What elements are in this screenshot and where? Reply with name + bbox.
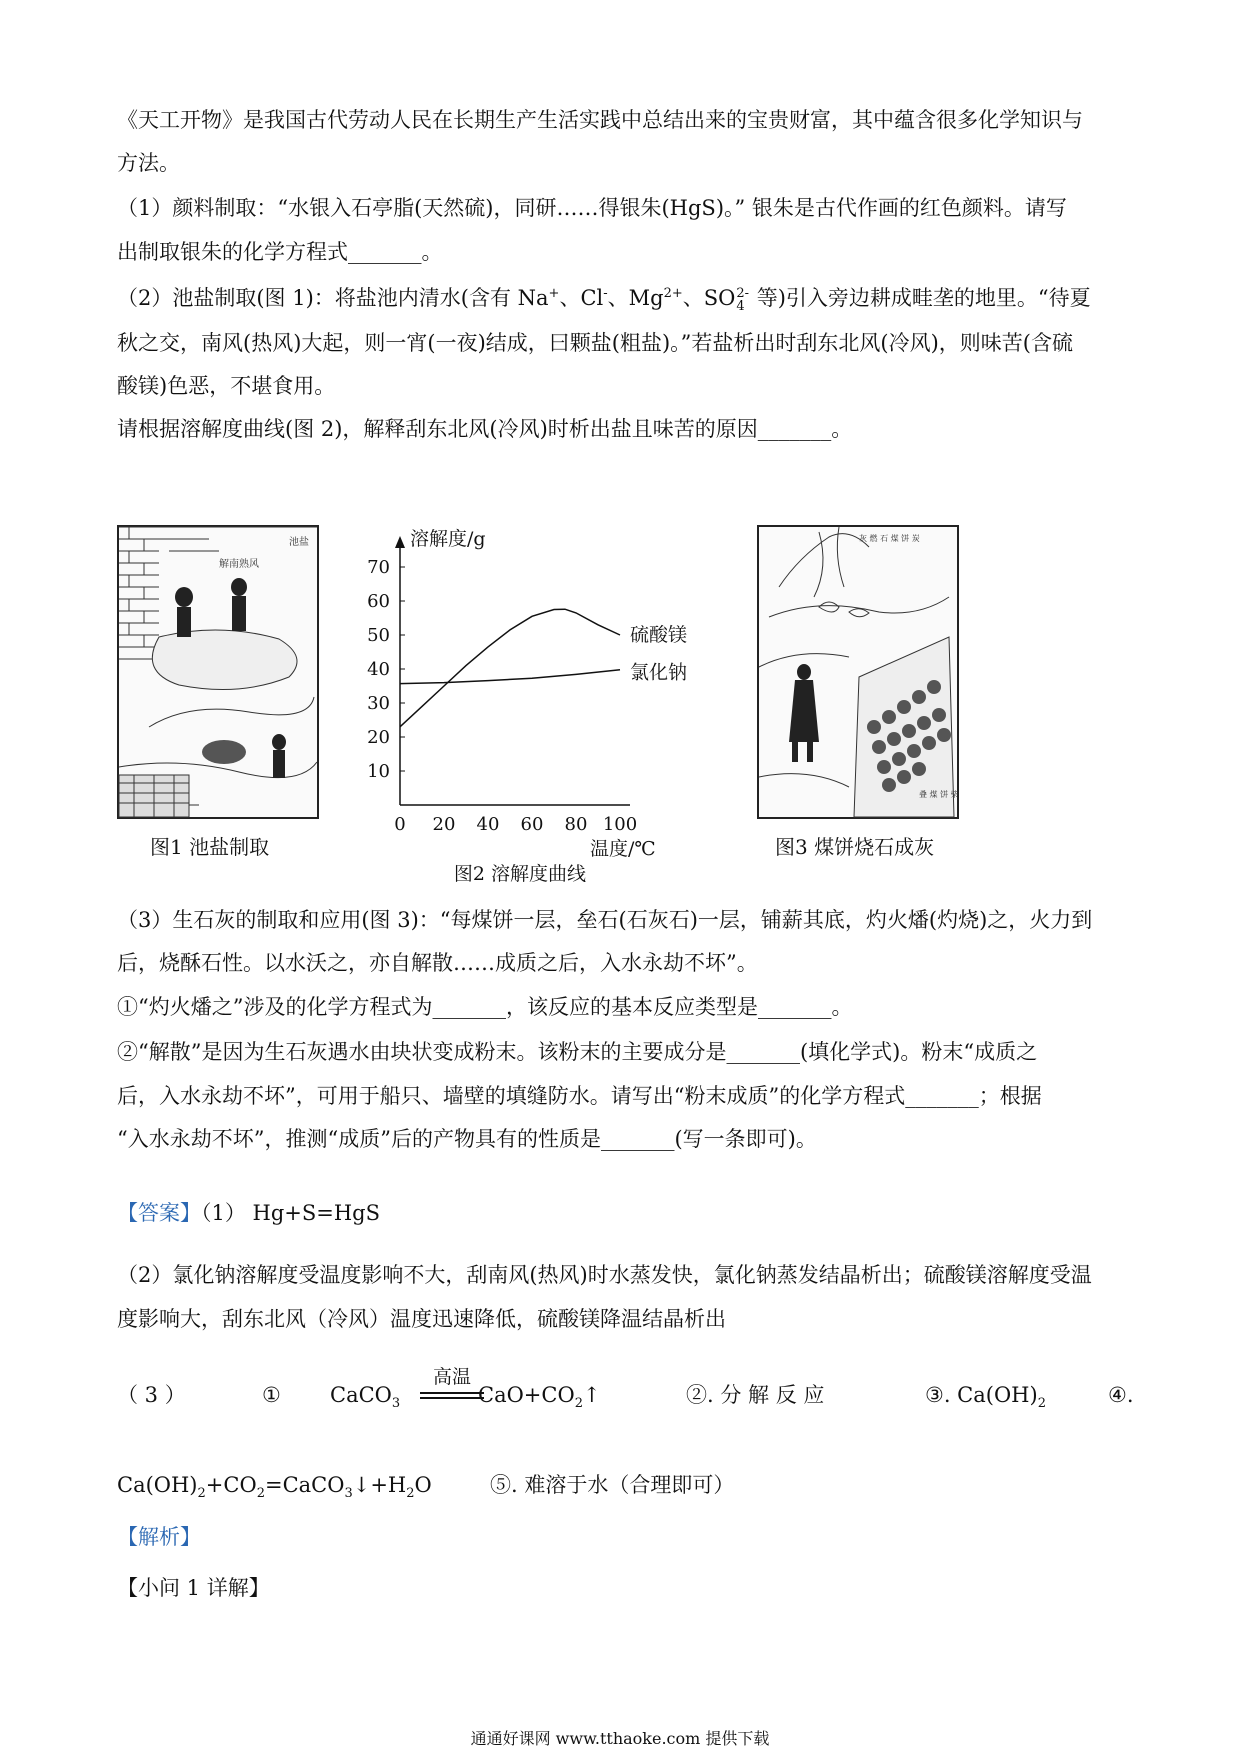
eq2-h2: ↓+H bbox=[352, 1473, 407, 1497]
lime-kiln-drawing bbox=[759, 527, 957, 817]
analysis-subquestion-1: 【小问 1 详解】 bbox=[117, 1576, 270, 1600]
x-tick-label: 80 bbox=[564, 814, 588, 835]
y-tick-label: 50 bbox=[367, 625, 390, 646]
eq2-caoh2-sub: 2 bbox=[197, 1486, 206, 1502]
q2-line-3: 酸镁)色恶，不堪食用。 bbox=[117, 374, 336, 398]
answer-1: （1） Hg+S=HgS bbox=[201, 1201, 381, 1225]
answer-3-label: （ 3 ） bbox=[117, 1383, 186, 1407]
y-tick-label: 30 bbox=[367, 693, 390, 714]
q3-line-6: “入水永劫不坏”，推测“成质”后的产物具有的性质是_______(写一条即可)。 bbox=[117, 1127, 817, 1151]
q2-text-c: 、Mg bbox=[607, 286, 664, 310]
q1-line-1: （1）颜料制取：“水银入石亭脂(天然硫)，同研……得银朱(HgS)。” 银朱是古代作画的红色颜料。请写 bbox=[117, 196, 1067, 220]
eq1-caco3: CaCO bbox=[330, 1383, 392, 1407]
y-tick-label: 20 bbox=[367, 727, 390, 748]
q3-line-3: ①“灼火燔之”涉及的化学方程式为_______，该反应的基本反应类型是_______。 bbox=[117, 995, 853, 1019]
na-charge: + bbox=[548, 286, 560, 301]
fig1-stamp: 池盐 bbox=[289, 537, 309, 548]
series-label-2: 氯化钠 bbox=[630, 661, 688, 684]
equation-1-right bbox=[478, 1380, 601, 1410]
analysis-tag: 【解析】 bbox=[117, 1525, 201, 1549]
figure-1-illustration bbox=[117, 525, 319, 819]
q2-text-a: （2）池盐制取(图 1)：将盐池内清水(含有 Na bbox=[117, 286, 549, 310]
series-line-1 bbox=[400, 609, 620, 727]
q2-line-4: 请根据溶解度曲线(图 2)，解释刮东北风(冷风)时析出盐且味苦的原因_______。 bbox=[117, 417, 853, 441]
intro-line-1: 《天工开物》是我国古代劳动人民在长期生产生活实践中总结出来的宝贵财富，其中蕴含很多化学知识与 bbox=[117, 108, 1083, 132]
figure-2-caption: 图2 溶解度曲线 bbox=[453, 863, 587, 885]
eq1-caco3-sub: 3 bbox=[391, 1396, 401, 1412]
fig3-inscription: 叠 煤 饼 柴 bbox=[919, 790, 959, 799]
answer-line-1 bbox=[117, 1198, 380, 1228]
series-label-1: 硫酸镁 bbox=[630, 624, 688, 646]
salt-pond-drawing bbox=[119, 527, 317, 817]
x-tick-label: 40 bbox=[476, 814, 500, 835]
mg-charge: 2+ bbox=[663, 286, 683, 301]
x-tick-label: 0 bbox=[394, 814, 406, 835]
eq2-co2: +CO bbox=[205, 1473, 257, 1497]
y-tick-label: 70 bbox=[367, 557, 390, 578]
q1-line-2: 出制取银朱的化学方程式_______。 bbox=[117, 240, 443, 264]
y-axis-label: 溶解度/g bbox=[410, 528, 486, 550]
caoh2-sub: 2 bbox=[1037, 1396, 1046, 1412]
eq2-caco3-sub: 3 bbox=[344, 1486, 353, 1502]
q2-line-1 bbox=[117, 283, 1091, 313]
fig3-stamp: 灰 燃 石 煤 饼 炭 bbox=[859, 534, 920, 543]
eq2-h2-sub: 2 bbox=[406, 1486, 415, 1502]
caoh2-text: ③. Ca(OH) bbox=[925, 1383, 1038, 1407]
eq2-o: O bbox=[414, 1473, 432, 1497]
answer-3-num-3 bbox=[925, 1380, 1046, 1410]
q3-line-4: ②“解散”是因为生石灰遇水由块状变成粉末。该粉末的主要成分是_______(填化学式)。粉末“成质之 bbox=[117, 1040, 1038, 1064]
x-axis-label: 温度/℃ bbox=[590, 838, 656, 860]
solubility-chart bbox=[345, 510, 730, 885]
page-footer: 通通好课网 www.tthaoke.com 提供下载 bbox=[470, 1729, 770, 1748]
answer-tag: 【答案】 bbox=[117, 1201, 201, 1225]
answer-3-num-5: ⑤. 难溶于水（合理即可） bbox=[490, 1473, 735, 1497]
y-axis-arrowhead bbox=[395, 536, 405, 548]
q3-line-1: （3）生石灰的制取和应用(图 3)：“每煤饼一层，垒石(石灰石)一层，铺薪其底，灼火燔(灼烧)之，火力到 bbox=[117, 908, 1093, 932]
equation-2 bbox=[117, 1470, 432, 1500]
gas-arrow: ↑ bbox=[582, 1383, 601, 1407]
equals-bar-top bbox=[420, 1392, 484, 1394]
answer-3-num-2: ②. 分 解 反 应 bbox=[686, 1383, 825, 1407]
eq1-cao-co2: CaO+CO bbox=[478, 1383, 575, 1407]
eq2-caoh2: Ca(OH) bbox=[117, 1473, 198, 1497]
x-tick-label: 100 bbox=[602, 814, 638, 835]
series-line-2 bbox=[400, 670, 620, 684]
so4-subscript: 4 bbox=[736, 298, 745, 314]
y-tick-label: 10 bbox=[367, 761, 390, 782]
so4-charge: 2- bbox=[736, 285, 750, 301]
x-tick-label: 60 bbox=[520, 814, 544, 835]
q3-line-2: 后，烧酥石性。以水沃之，亦自解散……成质之后，入水永劫不坏”。 bbox=[117, 951, 758, 975]
q2-text-e: 等)引入旁边耕成畦垄的地里。“待夏 bbox=[750, 286, 1091, 310]
answer-2-line-2: 度影响大，刮东北风（冷风）温度迅速降低，硫酸镁降温结晶析出 bbox=[117, 1307, 726, 1331]
equals-bar-bottom bbox=[420, 1397, 484, 1399]
y-tick-label: 60 bbox=[367, 591, 390, 612]
answer-3-num-1: ① bbox=[262, 1383, 281, 1407]
answer-2-line-1: （2）氯化钠溶解度受温度影响不大，刮南风(热风)时水蒸发快，氯化钠蒸发结晶析出；硫酸镁溶解度受温 bbox=[117, 1263, 1092, 1287]
q3-line-5: 后，入水永劫不坏”，可用于船只、墙壁的填缝防水。请写出“粉末成质”的化学方程式_______；根据 bbox=[117, 1084, 1042, 1108]
x-tick-label: 20 bbox=[432, 814, 456, 835]
figure-3-caption: 图3 煤饼烧石成灰 bbox=[775, 835, 935, 859]
eq1-co2-sub: 2 bbox=[574, 1396, 583, 1412]
eq2-co2-sub: 2 bbox=[256, 1486, 265, 1502]
answer-3-num-4: ④. bbox=[1108, 1383, 1134, 1407]
figure-1-caption: 图1 池盐制取 bbox=[150, 835, 270, 859]
equation-1-left bbox=[330, 1380, 400, 1410]
q2-text-d: 、SO bbox=[682, 286, 736, 310]
cl-charge: - bbox=[603, 286, 608, 301]
q2-line-2: 秋之交，南风(热风)大起，则一宵(一夜)结成，曰颗盐(粗盐)。”若盐析出时刮东北风(冷风)，则味苦(含硫 bbox=[117, 331, 1073, 355]
equation-1-condition: 高温 bbox=[432, 1366, 471, 1388]
fig1-inscription: 解南熟风 bbox=[219, 559, 259, 570]
y-tick-label: 40 bbox=[367, 659, 390, 680]
eq2-caco3: =CaCO bbox=[264, 1473, 345, 1497]
figure-3-illustration bbox=[757, 525, 959, 819]
q2-text-b: 、Cl bbox=[559, 286, 604, 310]
intro-line-2: 方法。 bbox=[117, 151, 180, 175]
